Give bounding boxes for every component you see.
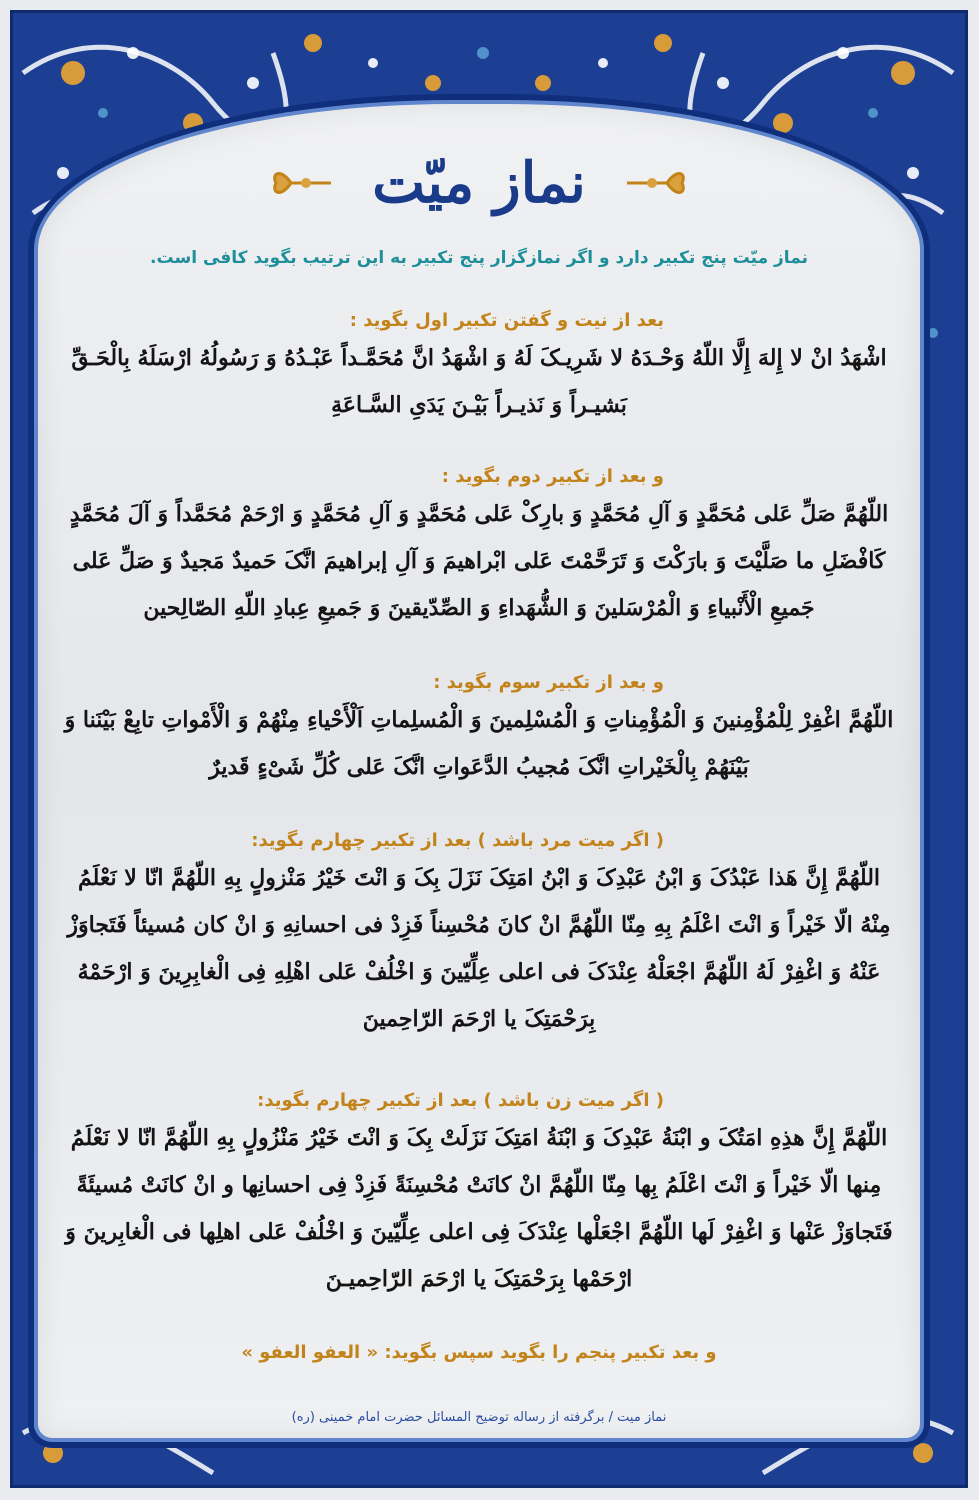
section-second-takbir [54,466,904,632]
section-heading: بعد از نیت و گفتن تکبیر اول بگوید : [349,310,664,331]
page-title: نماز میّت [372,150,586,216]
title-row [34,150,924,216]
section-fourth-takbir-female [54,1090,904,1303]
prayer-text: اشْهَدُ انْ لا إِلهَ إِلَّا اللّهُ وَحْـدَهُ لا شَرِیـکَ لَهُ وَ اشْهَدُ انَّ مُحَمَّـداً عَبْـدُهُ وَ رَسُولُهُ ارْسَلَهُ بِالْحَـقِّ بَشیـراً وَ نَذیـراً بَیْـنَ یَدَیِ السَّـاعَةِ [71,345,887,418]
prayer-text: اللّهُمَّ إِنَّ هَذا عَبْدُکَ وَ ابْنُ عَبْدِکَ وَ ابْنُ امَتِکَ نَزَلَ بِکَ وَ انْتَ خَیْرُ مَنْزولٍ بِهِ اللّهُمَّ انّا لا نَعْلَمُ مِنْهُ الّا خَیْراً وَ انْتَ اعْلَمُ بِهِ مِنّا اللّهُمَّ انْ کانَ مُحْسِناً فَزِدْ فی احسانِهِ وَ انْ کان مُسیئاً فَتَجاوَزْ عَنْهُ وَ اغْفِرْ لَهُ اللّهُمَّ اجْعَلْهُ عِنْدَکَ فی اعلی عِلِّیّینَ وَ اخْلُفْ عَلی اهْلِهِ فِی الْغابِرِینَ وَ ارْحَمْهُ بِرَحْمَتِکَ یا ارْحَمَ الرّاحِمینَ [67,865,891,1032]
section-third-takbir [54,672,904,791]
section-first-takbir [54,310,904,429]
section-heading: ( اگر میت مرد باشد ) بعد از تکبیر چهارم بگوید: [251,830,664,851]
section-heading: ( اگر میت زن باشد ) بعد از تکبیر چهارم بگوید: [257,1090,664,1111]
prayer-text: اللّهُمَّ صَلِّ عَلی مُحَمَّدٍ وَ آلِ مُحَمَّدٍ وَ بارِکْ عَلی مُحَمَّدٍ وَ آلِ مُحَمَّدٍ وَ ارْحَمْ مُحَمَّداً وَ آلَ مُحَمَّدٍ کَافْضَلِ ما صَلَّیْتَ وَ بارَکْتَ وَ تَرَحَّمْتَ عَلی ابْراهیمَ وَ آلِ إبراهیمَ انَّکَ حَمیدٌ مَجیدٌ وَ صَلِّ عَلی جَمیعِ الْأَنْبیاءِ وَ الْمُرْسَلینَ وَ الشُّهَداءِ وَ الصِّدّیقینَ وَ جَمیعِ عِبادِ اللّهِ الصّالِحین [69,501,889,621]
right-gold-flourish-icon [266,163,336,203]
section-heading: و بعد از تکبیر دوم بگوید : [441,466,664,487]
prayer-text: اللّهُمَّ إِنَّ هذِهِ امَتُکَ و ابْنَةُ عَبْدِکَ وَ ابْنَةُ امَتِکَ نَزَلَتْ بِکَ وَ انْتَ خَیْرُ مَنْزُولٍ بِهِ اللّهُمَّ انّا لا نَعْلَمُ مِنها الّا خَیْراً وَ انْتَ اعْلَمُ بِها مِنّا اللّهُمَّ انْ کانَتْ مُحْسِنَةً فَزِدْ فِی احسانِها و انْ کانَتْ مُسیئَةً فَتَجاوَزْ عَنْها وَ اغْفِرْ لَها اللّهُمَّ اجْعَلْها عِنْدَکَ فِی اعلی عِلِّیّینَ وَ اخْلُفْ عَلی اهلِها فی الْغابِرینَ وَ ارْحَمْها بِرَحْمَتِکَ یا ارْحَمَ الرّاحِمیـنَ [65,1125,893,1292]
final-instruction: و بعد تکبیر پنجم را بگوید سپس بگوید: « العفو العفو » [241,1342,717,1363]
section-fourth-takbir-male [54,830,904,1043]
intro-text: نماز میّت پنج تکبیر دارد و اگر نمازگزار پنج تکبیر به این ترتیب بگوید کافی است. [150,248,808,268]
prayer-text: اللّهُمَّ اغْفِرْ لِلْمُؤْمِنینَ وَ الْمُؤْمِناتِ وَ الْمُسْلِمینَ وَ الْمُسلِماتِ اَلْأَحْیاءِ مِنْهُمْ وَ الْأَمْواتِ تابِعْ بَیْنَنا وَ بَیْنَهُمْ بِالْخَیْراتِ انَّکَ مُجیبُ الدَّعَواتِ انَّکَ عَلی کُلِّ شَیْءٍ قَدیرٌ [64,707,894,780]
content [34,100,924,1442]
left-gold-flourish-icon [622,163,692,203]
section-heading: و بعد از تکبیر سوم بگوید : [433,672,664,693]
source-note: نماز میت / برگرفته از رساله توضیح المسائل حضرت امام خمینی (ره) [291,1410,667,1425]
